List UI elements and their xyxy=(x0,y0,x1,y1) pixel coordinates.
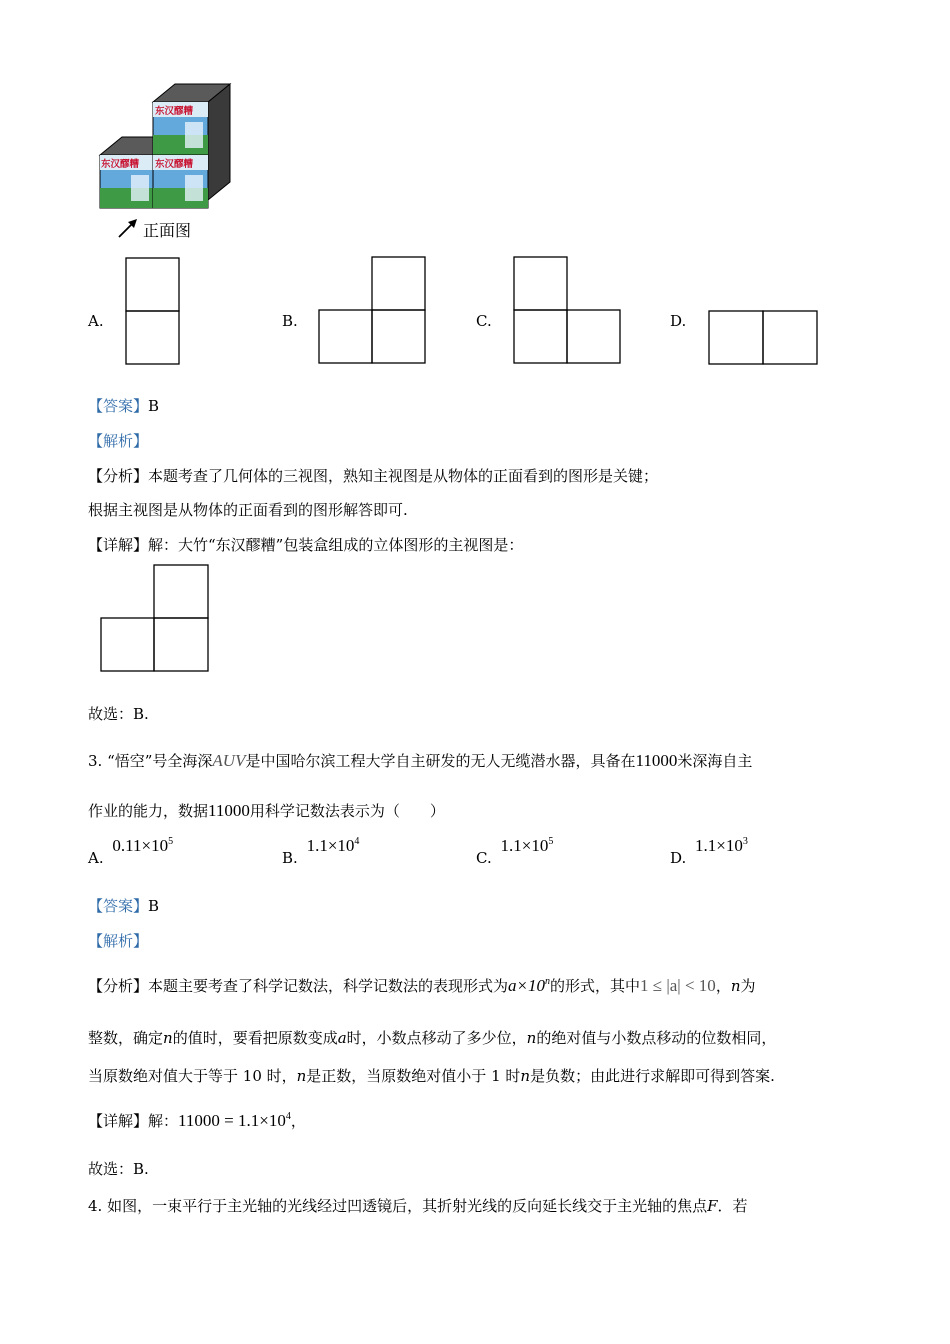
fenxi-text: 时，小数点移动了多少位， xyxy=(346,1029,527,1047)
q3-number: 11000 xyxy=(635,751,678,770)
box-front-bottom-right xyxy=(153,155,208,208)
q4-stem-part: ．若 xyxy=(717,1197,748,1215)
var-n: n xyxy=(520,1067,531,1085)
detail-tag: 【详解】 xyxy=(88,536,149,554)
stacked-boxes-illustration xyxy=(95,80,245,215)
q2-answer-line xyxy=(88,395,159,416)
option-letter: C. xyxy=(476,849,492,867)
option-d-letter: D. xyxy=(670,312,687,330)
analysis-tag: 【解析】 xyxy=(88,432,149,450)
q3-stem-line2 xyxy=(88,800,445,821)
fenxi-text: 的绝对值与小数点移动的位数相同， xyxy=(536,1029,777,1047)
q3-option-d xyxy=(670,836,748,867)
detail-text: 解：大竹“东汉醪糟”包装盒组成的立体图形的主视图是： xyxy=(148,536,524,554)
option-d-figure xyxy=(708,310,820,366)
option-b-letter: B. xyxy=(282,312,298,330)
q3-option-c xyxy=(476,836,554,867)
option-letter: D. xyxy=(670,849,687,867)
q3-answer-line xyxy=(88,895,159,916)
svg-text:东汉醪糟: 东汉醪糟 xyxy=(101,159,140,170)
q3-fenxi-line3 xyxy=(88,1065,775,1086)
q3-fenxi-line2 xyxy=(88,1027,776,1048)
fenxi-text: 的形式，其中 xyxy=(550,977,641,995)
option-c-letter: C. xyxy=(476,312,492,330)
fenxi-text: ， xyxy=(715,977,731,995)
detail-text: 解： xyxy=(148,1112,179,1130)
analysis-tag: 【解析】 xyxy=(88,932,149,950)
var-a: a xyxy=(337,1029,347,1047)
q2-choose: 故选：B. xyxy=(88,705,149,723)
fenxi-text: 为 xyxy=(740,977,756,995)
q4-stem xyxy=(88,1195,748,1216)
option-b-figure xyxy=(318,256,428,365)
q3-option-b xyxy=(282,836,360,867)
box-front-top xyxy=(153,102,208,155)
q3-stem-line1 xyxy=(88,750,752,771)
option-value: $1.1\times 10^3$ xyxy=(695,836,748,855)
var-f: F xyxy=(707,1197,718,1215)
q3-stem-part: 米深海自主 xyxy=(677,752,753,770)
svg-text:东汉醪糟: 东汉醪糟 xyxy=(155,106,194,117)
option-letter: B. xyxy=(282,849,298,867)
q3-option-a xyxy=(88,836,174,867)
q3-fenxi-line1 xyxy=(88,975,756,996)
answer-value: B xyxy=(148,397,160,415)
fenxi-text: 的值时，要看把原数变成 xyxy=(172,1029,338,1047)
fenxi-tag: 【分析】 xyxy=(88,467,149,485)
option-c-figure xyxy=(513,256,623,365)
answer-tag: 【答案】 xyxy=(88,397,149,415)
answer-value: B xyxy=(148,897,160,915)
var-n: n xyxy=(730,977,741,995)
q3-number: 11000 xyxy=(208,801,250,820)
var-n: n xyxy=(526,1029,537,1047)
detail-tag: 【详解】 xyxy=(88,1112,149,1130)
front-view-label: 正面图 xyxy=(143,221,192,240)
q3-stem-part: 作业的能力，数据 xyxy=(88,802,209,820)
fenxi-tag: 【分析】 xyxy=(88,977,149,995)
q2-detail-line xyxy=(88,534,523,555)
option-a-figure xyxy=(125,257,181,365)
fenxi-text: 当原数绝对值大于等于 10 时， xyxy=(88,1067,297,1085)
option-value: $1.1\times 10^4$ xyxy=(306,836,360,855)
q3-auv: AUV xyxy=(212,751,246,770)
fenxi-text: 整数，确定 xyxy=(88,1029,164,1047)
answer-tag: 【答案】 xyxy=(88,897,149,915)
fenxi-text: 是正数，当原数绝对值小于 1 时 xyxy=(306,1067,521,1085)
front-arrow-icon xyxy=(116,216,140,240)
detail-text: ， xyxy=(290,1112,306,1130)
var-n: n xyxy=(163,1029,173,1047)
q3-stem-part: 是中国哈尔滨工程大学自主研发的无人无缆潜水器，具备在 xyxy=(245,752,636,770)
q4-stem-part: 4. 如图，一束平行于主光轴的光线经过凹透镜后，其折射光线的反向延长线交于主光轴的焦点 xyxy=(88,1197,708,1215)
option-a-letter: A. xyxy=(88,312,104,330)
q3-stem-part: 3. “悟空”号全海深 xyxy=(88,752,213,770)
q3-choose: 故选：B. xyxy=(88,1160,149,1178)
detail-formula: $11000 = 1.1\times 10^4$ xyxy=(178,1111,291,1130)
q3-detail-line xyxy=(88,1110,306,1131)
fenxi-formula: $a\times 10^n$ xyxy=(508,976,551,995)
q3-stem-part: 用科学记数法表示为（ ） xyxy=(249,802,445,820)
q2-fenxi-line2: 根据主视图是从物体的正面看到的图形解答即可. xyxy=(88,501,408,519)
fenxi-inequality: 1 ≤ |a| < 10 xyxy=(640,976,716,995)
q2-solution-figure xyxy=(100,564,211,673)
option-value: $1.1\times 10^5$ xyxy=(500,836,554,855)
fenxi-text: 本题考查了几何体的三视图，熟知主视图是从物体的正面看到的图形是关键； xyxy=(148,467,659,485)
fenxi-text: 本题主要考查了科学记数法，科学记数法的表现形式为 xyxy=(148,977,509,995)
box-front-bottom-left xyxy=(100,155,153,208)
fenxi-text: 是负数；由此进行求解即可得到答案. xyxy=(530,1067,775,1085)
q2-fenxi-line xyxy=(88,465,658,486)
svg-text:东汉醪糟: 东汉醪糟 xyxy=(155,159,194,170)
option-value: $0.11\times 10^5$ xyxy=(112,836,174,855)
var-n: n xyxy=(296,1067,307,1085)
option-letter: A. xyxy=(88,849,104,867)
